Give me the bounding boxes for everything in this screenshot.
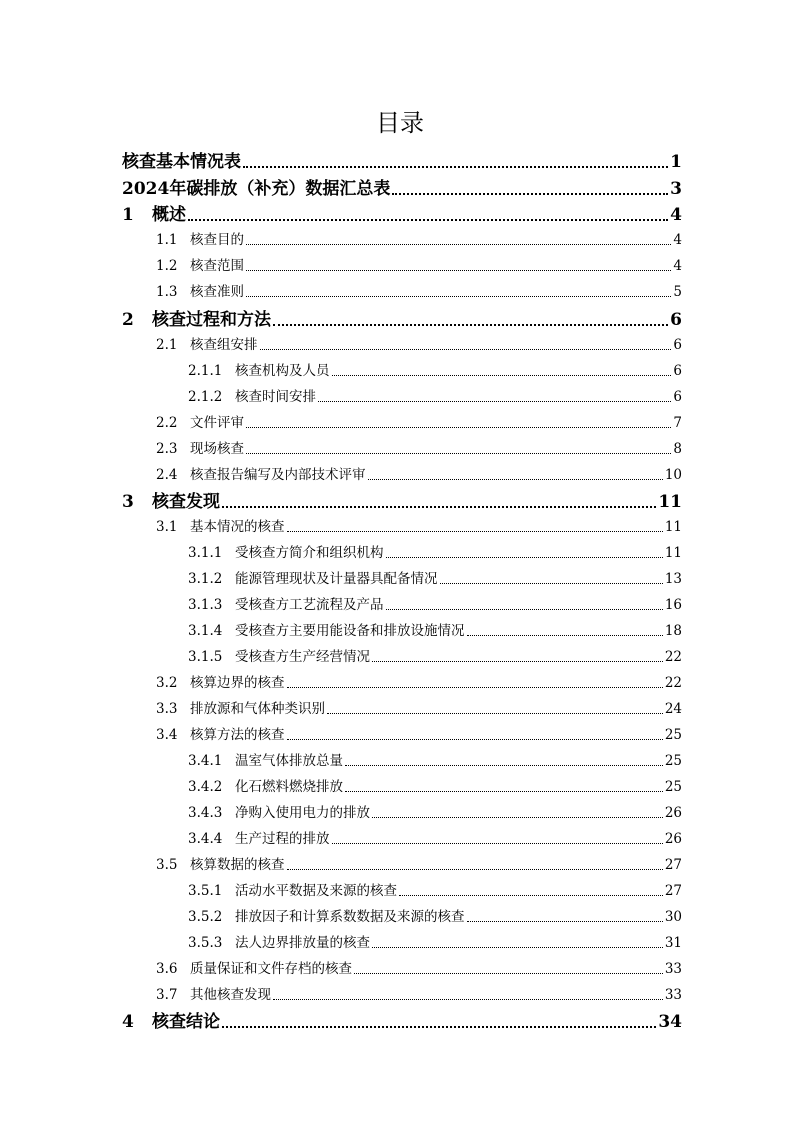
toc-entry-title: 核查时间安排 [235, 389, 316, 405]
toc-entry[interactable] [188, 881, 682, 901]
toc-dot-leader [246, 282, 671, 302]
toc-entry[interactable] [122, 203, 682, 227]
toc-dot-leader [386, 595, 663, 615]
toc-entry-title: 核查目的 [190, 232, 244, 248]
toc-dot-leader [287, 855, 663, 875]
toc-entry-number: 3.5.2 [188, 909, 223, 925]
toc-entry-title: 活动水平数据及来源的核查 [235, 883, 397, 899]
toc-entry[interactable] [156, 673, 682, 693]
toc-entry-number: 3.3 [156, 701, 178, 717]
toc-entry[interactable] [156, 439, 682, 459]
toc-entry-title: 生产过程的排放 [235, 831, 330, 847]
toc-entry[interactable] [156, 230, 682, 250]
toc-entry[interactable] [122, 490, 682, 514]
toc-dot-leader [222, 490, 656, 514]
toc-dot-leader [318, 387, 671, 407]
toc-entry-number: 2.1.1 [188, 363, 223, 379]
toc-dot-leader [243, 150, 668, 174]
toc-entry-page-number: 11 [658, 492, 682, 512]
toc-entry-page-number: 6 [673, 337, 682, 353]
toc-entry-page-number: 8 [673, 441, 682, 457]
toc-dot-leader [246, 256, 671, 276]
toc-entry-number: 3.1.5 [188, 649, 223, 665]
toc-dot-leader [345, 751, 663, 771]
toc-entry[interactable] [156, 465, 682, 485]
toc-dot-leader [386, 543, 663, 563]
toc-entry[interactable] [156, 699, 682, 719]
toc-entry-page-number: 26 [664, 805, 682, 821]
toc-entry-title: 现场核查 [190, 441, 244, 457]
toc-entry-page-number: 33 [664, 961, 682, 977]
toc-entry-number: 4 [122, 1012, 134, 1032]
toc-dot-leader [467, 907, 663, 927]
toc-entry[interactable] [188, 387, 682, 407]
toc-entry-page-number: 6 [670, 310, 682, 330]
toc-entry-page-number: 25 [664, 727, 682, 743]
toc-entry[interactable] [188, 803, 682, 823]
toc-entry-page-number: 22 [664, 675, 682, 691]
toc-entry-number: 1 [122, 205, 134, 225]
toc-entry-number: 3.1.4 [188, 623, 223, 639]
toc-entry-page-number: 24 [664, 701, 682, 717]
toc-entry-page-number: 6 [673, 389, 682, 405]
toc-entry-title: 核查机构及人员 [235, 363, 330, 379]
toc-entry-number: 3.4 [156, 727, 178, 743]
toc-entry-number: 3.1.3 [188, 597, 223, 613]
toc-entry[interactable] [122, 150, 682, 174]
toc-dot-leader [273, 308, 668, 332]
toc-dot-leader [222, 1010, 656, 1034]
toc-entry[interactable] [188, 647, 682, 667]
toc-dot-leader [354, 959, 663, 979]
toc-dot-leader [368, 465, 663, 485]
toc-entry[interactable] [188, 907, 682, 927]
toc-entry[interactable] [188, 595, 682, 615]
toc-entry-page-number: 25 [664, 753, 682, 769]
toc-entry-title: 温室气体排放总量 [235, 753, 343, 769]
toc-entry-page-number: 27 [664, 883, 682, 899]
toc-dot-leader [467, 621, 663, 641]
toc-entry-title: 核查过程和方法 [152, 310, 271, 330]
toc-entry-title: 其他核查发现 [190, 987, 271, 1003]
toc-entry-title: 法人边界排放量的核查 [235, 935, 370, 951]
toc-dot-leader [260, 335, 672, 355]
toc-dot-leader [246, 439, 671, 459]
toc-entry-title: 核算方法的核查 [190, 727, 285, 743]
toc-dot-leader [287, 725, 663, 745]
toc-entry-title: 能源管理现状及计量器具配备情况 [235, 571, 438, 587]
toc-entry-page-number: 22 [664, 649, 682, 665]
toc-entry-title: 核查结论 [152, 1012, 220, 1032]
toc-dot-leader [372, 647, 663, 667]
toc-entry-number: 3.4.3 [188, 805, 223, 821]
toc-entry-title: 质量保证和文件存档的核查 [190, 961, 352, 977]
toc-entry-title: 基本情况的核查 [190, 519, 285, 535]
toc-entry[interactable] [156, 335, 682, 355]
toc-entry-number: 3.1.1 [188, 545, 223, 561]
toc-dot-leader [392, 177, 668, 201]
toc-entry-title: 核查准则 [190, 284, 244, 300]
toc-dot-leader [332, 829, 663, 849]
toc-entry[interactable] [156, 725, 682, 745]
toc-dot-leader [287, 517, 663, 537]
toc-dot-leader [345, 777, 663, 797]
toc-entry[interactable] [156, 517, 682, 537]
toc-entry[interactable] [156, 985, 682, 1005]
toc-entry-number: 2 [122, 310, 134, 330]
toc-entry-page-number: 34 [658, 1012, 682, 1032]
toc-entry-number: 2.2 [156, 415, 178, 431]
toc-entry-title: 核查报告编写及内部技术评审 [190, 467, 366, 483]
toc-entry-page-number: 13 [664, 571, 682, 587]
toc-dot-leader [399, 881, 663, 901]
toc-entry[interactable] [156, 413, 682, 433]
toc-entry-title: 文件评审 [190, 415, 244, 431]
toc-entry-number: 3.7 [156, 987, 178, 1003]
toc-entry[interactable] [188, 621, 682, 641]
toc-dot-leader [372, 933, 663, 953]
toc-entry[interactable] [188, 361, 682, 381]
toc-dot-leader [188, 203, 668, 227]
toc-entry[interactable] [156, 959, 682, 979]
toc-entry[interactable] [156, 256, 682, 276]
toc-entry-number: 3.4.4 [188, 831, 223, 847]
toc-entry-page-number: 6 [673, 363, 682, 379]
toc-dot-leader [332, 361, 672, 381]
toc-dot-leader [246, 230, 671, 250]
toc-entry-title: 概述 [152, 205, 186, 225]
toc-dot-leader [246, 413, 671, 433]
toc-entry-page-number: 4 [673, 232, 682, 248]
toc-entry-page-number: 11 [664, 545, 682, 561]
toc-entry-title: 净购入使用电力的排放 [235, 805, 370, 821]
toc-entry-title: 核算边界的核查 [190, 675, 285, 691]
toc-entry-page-number: 26 [664, 831, 682, 847]
toc-entry-title: 排放因子和计算系数数据及来源的核查 [235, 909, 465, 925]
toc-dot-leader [327, 699, 663, 719]
toc-entry-page-number: 16 [664, 597, 682, 613]
toc-entry[interactable] [188, 751, 682, 771]
toc-entry-title: 核查组安排 [190, 337, 258, 353]
toc-entry-title: 核算数据的核查 [190, 857, 285, 873]
toc-entry-title: 受核查方主要用能设备和排放设施情况 [235, 623, 465, 639]
toc-entry-title: 核查发现 [152, 492, 220, 512]
toc-entry[interactable] [188, 777, 682, 797]
toc-dot-leader [273, 985, 663, 1005]
toc-entry-title: 排放源和气体种类识别 [190, 701, 325, 717]
toc-entry-page-number: 3 [670, 179, 682, 199]
toc-entry-title: 核查范围 [190, 258, 244, 274]
toc-entry-number: 2.3 [156, 441, 178, 457]
toc-entry[interactable] [188, 543, 682, 563]
toc-entry-number: 2.1 [156, 337, 178, 353]
toc-entry[interactable] [188, 829, 682, 849]
toc-entry-page-number: 4 [673, 258, 682, 274]
toc-entry-page-number: 7 [673, 415, 682, 431]
toc-entry-number: 3.5 [156, 857, 178, 873]
toc-entry-number: 3.1.2 [188, 571, 223, 587]
toc-entry-page-number: 18 [664, 623, 682, 639]
toc-entry-number: 1.2 [156, 258, 178, 274]
toc-entry-page-number: 31 [664, 935, 682, 951]
toc-entry-number: 3.1 [156, 519, 178, 535]
toc-entry-title: 受核查方生产经营情况 [235, 649, 370, 665]
toc-entry-page-number: 1 [670, 152, 682, 172]
toc-entry-number: 1.1 [156, 232, 178, 248]
toc-entry-page-number: 27 [664, 857, 682, 873]
toc-entry-number: 1.3 [156, 284, 178, 300]
toc-dot-leader [440, 569, 663, 589]
toc-entry-number: 3.4.1 [188, 753, 223, 769]
toc-entry-number: 3 [122, 492, 134, 512]
toc-entry-number: 3.5.1 [188, 883, 223, 899]
toc-entry-title: 核查基本情况表 [122, 152, 241, 172]
toc-entry[interactable] [122, 1010, 682, 1034]
toc-entry-title: 化石燃料燃烧排放 [235, 779, 343, 795]
toc-entry-page-number: 4 [670, 205, 682, 225]
toc-entry-number: 3.5.3 [188, 935, 223, 951]
toc-entry[interactable] [188, 933, 682, 953]
toc-entry[interactable] [122, 308, 682, 332]
toc-entry[interactable] [156, 855, 682, 875]
toc-entry-page-number: 10 [664, 467, 682, 483]
toc-entry-number: 3.2 [156, 675, 178, 691]
toc-entry-title: 2024年碳排放（补充）数据汇总表 [122, 179, 391, 199]
toc-entry[interactable] [188, 569, 682, 589]
toc-entry-title: 受核查方简介和组织机构 [235, 545, 384, 561]
toc-entry[interactable] [156, 282, 682, 302]
toc-entry-page-number: 33 [664, 987, 682, 1003]
toc-entry[interactable] [122, 177, 682, 201]
toc-entry-page-number: 30 [664, 909, 682, 925]
toc-entry-number: 2.1.2 [188, 389, 223, 405]
toc-dot-leader [372, 803, 663, 823]
toc-entry-number: 2.4 [156, 467, 178, 483]
toc-dot-leader [287, 673, 663, 693]
toc-entry-page-number: 11 [664, 519, 682, 535]
toc-entry-number: 3.6 [156, 961, 178, 977]
toc-entry-number: 3.4.2 [188, 779, 223, 795]
toc-entry-page-number: 25 [664, 779, 682, 795]
toc-entry-page-number: 5 [673, 284, 682, 300]
page-title: 目录 [376, 109, 424, 137]
toc-entry-title: 受核查方工艺流程及产品 [235, 597, 384, 613]
